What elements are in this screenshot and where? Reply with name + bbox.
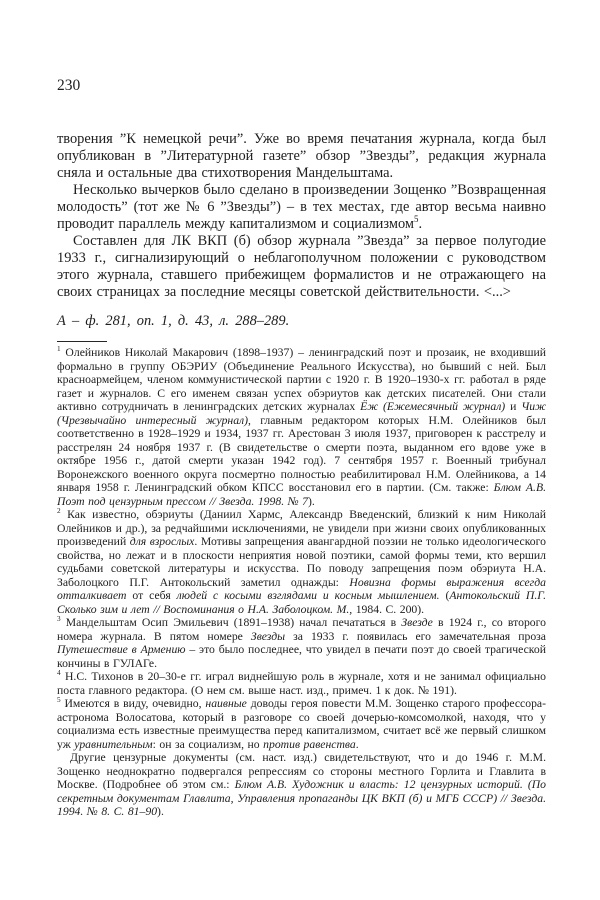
archival-reference: А – ф. 281, оп. 1, д. 43, л. 288–289. — [57, 313, 290, 329]
page-content — [57, 78, 546, 819]
closing-paragraph: Другие цензурные документы (см. наст. изд.) свидетельствуют, что и до 1946 г. М.М. Зощенко неоднократно подвергался репрессиям со стороны местного Горлита и Главлита в Москве. (Подробнее об этом см.: Блюм А.В. Художник и власть: 12 цензурных историй. (По секретным документам Главлита, Управления пропаганды ЦК ВКП (б) и МГБ СССР) // Звезда. 1994. № 8. С. 81–90). — [57, 751, 546, 818]
footnote-3: $^3$ Мандельштам Осип Эмильевич (1891–1938) начал печататься в Звезде в 1924 г., со второго номера журнала. В пятом номере Звезды за 1933 г. появилась его замечательная проза Путешествие в Армению – это было последнее, что увидел в печати поэт до своей трагической кончины в ГУЛАГе. — [57, 615, 546, 670]
body-paragraph-3: Составлен для ЛК ВКП (б) обзор журнала ”Звезда” за первое полугодие 1933 г., сигнализирующий о неблагополучном положении с руководством этого журнала, ставшего прибежищем формалистов и не отражающего на своих страницах за последние месяцы советской действительности. <...> — [57, 233, 546, 300]
body-paragraph-2: Несколько вычерков было сделано в произведении Зощенко ”Возвращенная молодость” (тот же № 6 ”Звезды”) – в тех местах, где автор весьма наивно проводит параллель между капитализмом и социализмом$^5$. — [57, 182, 546, 232]
footnote-4: $^4$ Н.С. Тихонов в 20–30-е гг. играл виднейшую роль в журнале, хотя и не занимал официально поста главного редактора. (О нем см. выше наст. изд., примеч. 1 к док. № 191). — [57, 669, 546, 697]
footnote-1: $^1$ Олейников Николай Макарович (1898–1937) – ленинградский поэт и прозаик, не входивший формально в группу ОБЭРИУ (Объединение Реального Искусства), но бывший с ней. Был красноармейцем, членом коммунистической партии с 1920 г. В 1920–1930-х гг. работал в ряде газет и журналов. С его именем связан успех обэриутов как детских писателей. Они стали активно сотрудничать в ленинградских детских журналах Ёж (Ежемесячный журнал) и Чиж (Чрезвычайно интересный журнал), главным редактором которых Н.М. Олейников был соответственно в 1928–1929 и 1934, 1937 гг. Арестован 3 июля 1937, приговорен к расстрелу и расстрелян 24 ноября 1937 г. (В свидетельстве о смерти поэта, выданном его вдове уже в октябре 1956 г., датой смерти указан 1942 год). 7 сентября 1957 г. Военный трибунал Воронежского военного округа посмертно полностью реабилитировал Н.М. Олейникова, а 14 января 1958 г. Ленинградский обком КПСС восстановил его в партии. (См. также: Блюм А.В. Поэт под цензурным прессом // Звезда. 1998. № 7). — [57, 345, 546, 508]
main-text — [57, 131, 546, 301]
footnote-2: $^2$ Как известно, обэриуты (Даниил Хармс, Александр Введенский, близкий к ним Николай Олейников и др.), за редчайшими исключениями, не увидели при жизни своих опубликованных произведений для взрослых. Мотивы запрещения авангардной поэзии не только идеологического свойства, но лежат и в плоскости неприятия новой поэтики, самой формы теми, кто вершил судьбами советской литературы и искусства. По поводу запрещения поэм обэриута Н.А. Заболоцкого П.Г. Антокольский заметил однажды: Новизна формы выражения всегда отталкивает от себя людей с косыми взглядами и косным мышлением. (Антокольский П.Г. Сколько зим и лет // Воспоминания о Н.А. Заболоцком. М., 1984. С. 200). — [57, 507, 546, 616]
body-paragraph-1: творения ”К немецкой речи”. Уже во время печатания журнала, когда был опубликован в ”Литературной газете” обзор ”Звезды”, редакция журнала сняла и остальные два стихотворения Мандельштама. — [57, 131, 546, 181]
page-number: 230 — [57, 77, 81, 94]
footnote-separator — [57, 341, 107, 342]
footnote-5: $^5$ Имеются в виду, очевидно, наивные доводы героя повести М.М. Зощенко старого профессора-астронома Волосатова, который в разговоре со своей дочерью-комсомолкой, находя, что у социализма есть известные преимущества перед капитализмом, считает всё же первый слишком уж уравнительным: он за социализм, но против равенства. — [57, 696, 546, 751]
footnotes-block — [57, 346, 546, 819]
